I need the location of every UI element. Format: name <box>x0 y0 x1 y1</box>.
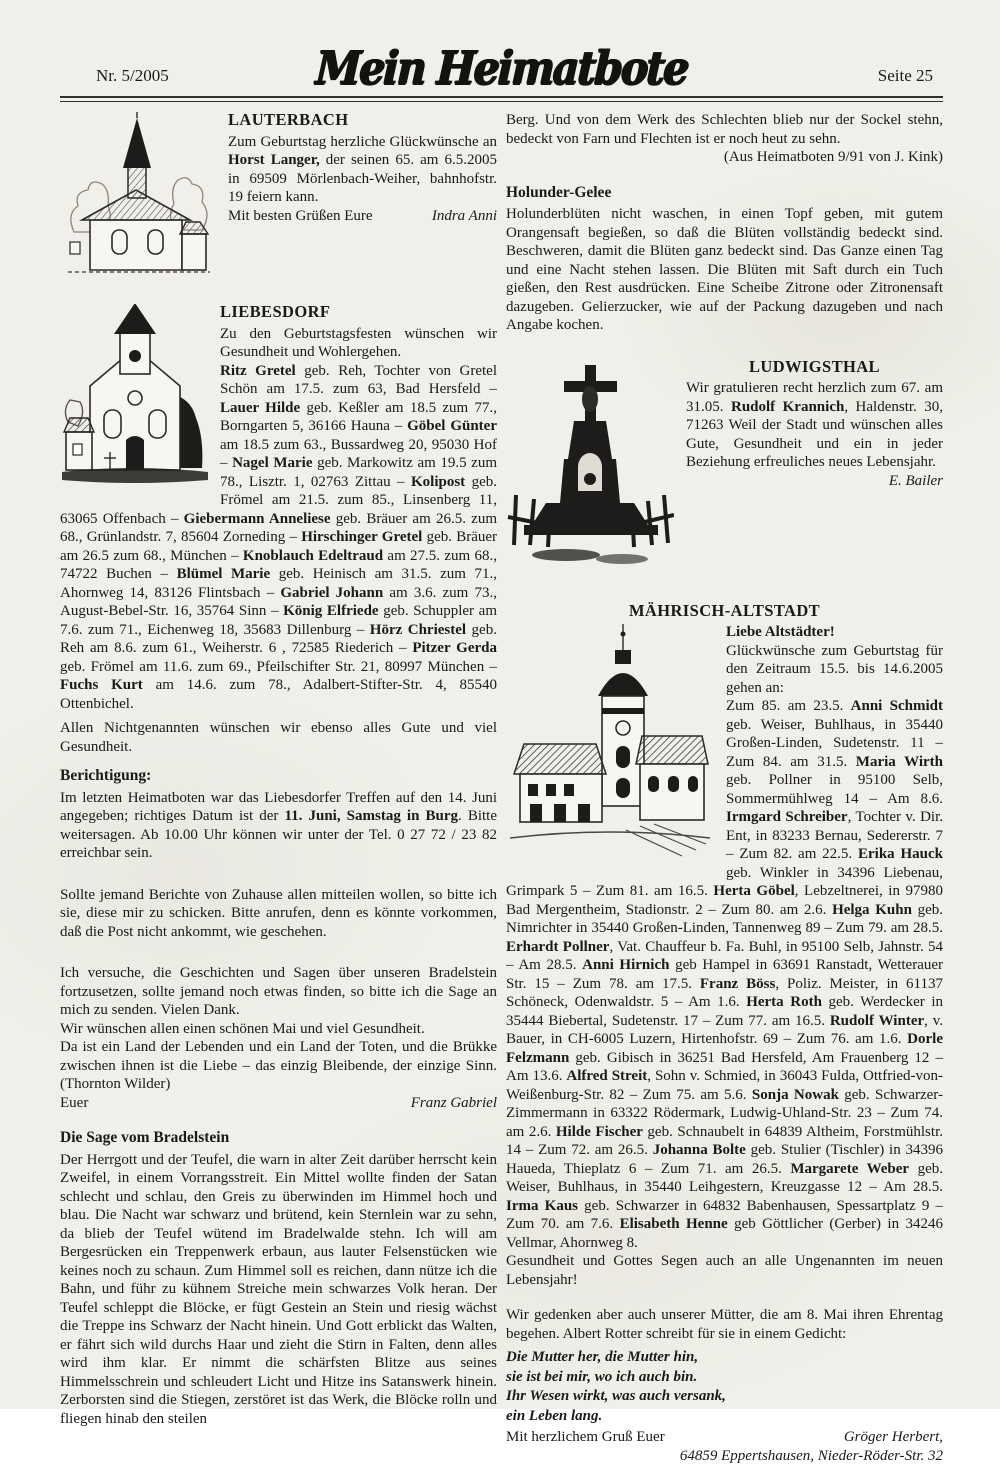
page-number: Seite 25 <box>878 66 933 86</box>
maehrisch-birthday-list: Zum 85. am 23.5. Anni Schmidt geb. Weiser, Buhlhaus, in 35440 Großen-Linden, Sudetenstr. 11 – Zum 84. am 31.5. Maria Wirth geb. Pollner in 95100 Selb, Sommermühlweg 14 – Am 8.6. Irmgard Schreiber, Tochter v. Dir. Ent, in 83233 Bernau, Sedererstr. 7 – Zum 82. am 22.5. Erika Hauck geb. Winkler in 34396 Liebenau, Grimpark 5 – Zum 81. am 16.5. Herta Göbel, Lebzeltnerei, in 97980 Bad Mergentheim, Stadionstr. 2 – Zum 80. am 2.6. Helga Kuhn geb. Nimrichter in 35440 Großen-Linden, Tannenweg 89 – Zum 79. am 28.5. Erhardt Pollner, Vat. Chauffeur b. Fa. Buhl, in 95100 Selb, Jahnstr. 54 – Am 28.5. Anni Hirnich geb Hampel in 63691 Ranstadt, Wetterauer Str. 15 – Zum 78. am 17.5. Franz Böss, Poliz. Meister, in 61137 Schöneck, Odenwaldstr. 5 – Am 1.6. Herta Roth geb. Werdecker in 35444 Biebertal, Sudetenstr. 17 – Zum 77. am 16.5. Rudolf Winter, v. Bauer, in CH-6005 Luzern, Hirtenhofstr. 69 – Zum 76. am 1.6. Dorle Felzmann geb. Gibisch in 36251 Bad Hersfeld, Am Frauenberg 12 – Am 13.6. Alfred Streit, Sohn v. Schmied, in 36043 Fulda, Ottfried-von-Weißenburg-Str. 82 – Zum 75. am 5.6. Sonja Nowak geb. Schwarzer-Zimmermann in 63322 Rödermark, Ludwig-Uhland-Str. 23 – Zum 74. am 2.6. Hilde Fischer geb. Schnaubelt in 64839 Altheim, Forstmühlstr. 14 – Zum 72. am 26.5. Johanna Bolte geb. Stulier (Tischler) in 34396 Haueda, Thieplatz 6 – Zum 71. am 26.5. Margarete Weber geb. Weiser, Buhlhaus, in 35440 Leihgestern, Kreuzgasse 12 – Am 28.5. Irma Kaus geb. Schwarzer in 64832 Babenhausen, Spessartplatz 9 – Zum 70. am 7.6. Elisabeth Henne geb Göttlicher (Gerber) in 34246 Vellmar, Ahornweg 8. <box>506 697 943 1252</box>
masthead-title: Mein Heimatbote <box>59 41 945 95</box>
mothers-day-poem <box>506 1348 943 1426</box>
ludwigsthal-monument-illustration <box>506 359 674 577</box>
liebesdorf-title: LIEBESDORF <box>60 303 497 322</box>
liebesdorf-note-all: Allen Nichtgenannten wünschen wir ebenso alles Gute und viel Gesundheit. <box>60 719 497 756</box>
maehrisch-signature-row <box>506 1428 943 1447</box>
ludwigsthal-title: LUDWIGSTHAL <box>506 358 943 377</box>
liebesdorf-birthday-list: Ritz Gretel geb. Reh, Tochter von Gretel Schön am 17.5. zum 63, Bad Hersfeld – Lauer Hilde geb. Keßler am 18.5 zum 77., Borngarten 5, 36166 Hauna – Göbel Günter am 18.5 zum 63., Bussardweg 20, 95030 Hof – Nagel Marie geb. Markowitz am 19.5 zum 78., Lisztr. 1, 02763 Zittau – Kolipost geb. Frömel am 21.5. zum 85., Linsenberg 11, 63065 Offenbach – Giebermann Anneliese geb. Bräuer am 26.5. zum 68., Grünlandstr. 7, 85604 Zorneding – Hirschinger Gretel geb. Bräuer am 26.5 zum 68., München – Knoblauch Edeltraud am 27.5. zum 68., 74722 Buchen – Blümel Marie geb. Heinisch am 31.5. zum 71., Ahornweg 14, 83126 Flintsbach – Gabriel Johann am 3.6. zum 73., August-Bebel-Str. 16, 35764 Sinn – König Elfriede geb. Schuppler am 7.6. zum 71., Eichenweg 18, 35683 Dillenburg – Hörz Chriestel geb. Reh am 8.6. zum 61., Weiherstr. 6 , 72585 Riederich – Pitzer Gerda geb. Frömel am 11.6. zum 69., Pfeilschifter Str. 21, 80997 München – Fuchs Kurt am 14.6. zum 78., Adalbert-Stifter-Str. 4, 85540 Ottenbichel. <box>60 362 497 714</box>
section-liebesdorf <box>60 303 497 756</box>
right-column <box>506 111 943 1465</box>
holunder-body: Holunderblüten nicht waschen, in einen Topf geben, mit gutem Orangensaft begießen, so daß die Blüten vollständig bedeckt sind. Beschweren, damit die Blüten ganz bedeckt sind. Das Ganze einen Tag und eine Nacht stehen lassen. Die Blüten mit Saft durch ein Tuch gießen, den Rest ausdrücken. Eine Scheibe Zitrone oder Zitronensaft dazugeben. Gelierzucker, wie auf der Packung dazugeben und nach Angabe kochen. <box>506 205 943 335</box>
section-maehrisch-altstadt <box>506 602 943 1465</box>
poem-line: Die Mutter her, die Mutter hin, <box>506 1348 943 1368</box>
lauterbach-signature: Indra Anni <box>432 207 497 226</box>
section-lauterbach <box>60 111 497 286</box>
maehrisch-signature-address: 64859 Eppertshausen, Nieder-Röder-Str. 32 <box>506 1447 943 1465</box>
sage-title: Die Sage vom Bradelstein <box>60 1129 497 1148</box>
left-signature-row <box>60 1094 497 1113</box>
header-rule <box>60 96 943 102</box>
section-berichtigung <box>60 767 497 863</box>
left-signature: Franz Gabriel <box>411 1094 497 1113</box>
maehrisch-title: MÄHRISCH-ALTSTADT <box>506 602 943 621</box>
liebesdorf-intro: Zu den Geburtstagsfesten wünschen wir Gesundheit und Wohlergehen. <box>60 325 497 362</box>
ludwigsthal-signature: E. Bailer <box>506 472 943 491</box>
section-holunder <box>506 184 943 335</box>
paragraph-berichte: Sollte jemand Berichte von Zuhause allen mitteilen wollen, so bitte ich sie, diese mir zu schicken. Bitte anrufen, denn es könnte vorkommen, daß die Post nicht ankommt, wie geschehen. <box>60 886 497 942</box>
section-ludwigsthal <box>506 358 943 579</box>
maehrisch-intro: Glückwünsche zum Geburtstag für den Zeitraum 15.5. bis 14.6.2005 gehen an: <box>506 642 943 698</box>
left-column <box>60 111 497 1465</box>
maehrisch-closing: Mit herzlichem Gruß Euer <box>506 1428 665 1447</box>
maehrisch-signature: Gröger Herbert, <box>844 1428 943 1447</box>
lauterbach-church-illustration <box>60 112 218 284</box>
berg-fortsetzung: Berg. Und von dem Werk des Schlechten blieb nur der Sockel stehn, bedeckt von Farn und Flechten ist er noch heut zu sehn. <box>506 111 943 148</box>
berichtigung-title: Berichtigung: <box>60 767 497 786</box>
sage-body: Der Herrgott und der Teufel, die warn in alter Zeit darüber herrscht kein Zweifel, in einem Vorrangsstreit. Ein Mittel wollte finden der Satan schlecht und schlau, den Greis zu überwinden im Himmel hoch und blau. Die Nacht war schwarz und brütend, kein Sternlein war zu sehn, da blieb der Teufel wütend im Bradelwalde stehn. Ich will am Bergesrücken ein Treppenwerk erbaun, aus lauter Felsenstücken wie keines noch zu schaun. Zum Himmel soll es reichen, dann nütze ich die Bahn, und führ zu kühnem Streiche mein schwarzes Volk heran. Der Teufel schleppt die Blöcke, er fügt Gestein an Stein und riesig wächst die Treppe ins Schwarz der Nacht hinein. Und Gott erblickt das Walten, er fährt sich wild durchs Haar und zieht die Stirn in Falten, denn alles wird ihm klar. Er nimmt die schärfsten Blitze aus seines Himmelsschrein und schleudert Licht und Hitze ins Satanswerk hinein. Zerborsten sind die Stiegen, zerstöret ist das Werk, die Blöcke rolln und fliegen hinab den steilen <box>60 1151 497 1429</box>
maehrisch-blessing: Gesundheit und Gottes Segen auch an alle Ungenannten im neuen Lebensjahr! <box>506 1252 943 1289</box>
maehrisch-muetter: Wir gedenken aber auch unserer Mütter, die am 8. Mai ihren Ehrentag begehen. Albert Rotter schreibt für sie in einem Gedicht: <box>506 1306 943 1343</box>
liebesdorf-church-illustration <box>60 304 210 494</box>
section-sage <box>60 1129 497 1428</box>
berichtigung-body: Im letzten Heimatboten war das Liebesdorfer Treffen auf den 14. Juni angegeben; richtiges Datum ist der 11. Juni, Samstag in Burg. Bitte weitersagen. Ab 10.00 Uhr können wir unter der Tel. 0 27 72 / 23 82 erreichbar sein. <box>60 789 497 863</box>
poem-line: sie ist bei mir, wo ich auch bin. <box>506 1368 943 1388</box>
paragraph-zitat: Da ist ein Land der Lebenden und ein Land der Toten, und die Brükke zwischen ihnen ist die Liebe – das einzig Bleibende, der einzige Sinn. (Thornton Wilder) <box>60 1038 497 1094</box>
paragraph-mai: Wir wünschen allen einen schönen Mai und viel Gesundheit. <box>60 1020 497 1039</box>
lauterbach-title: LAUTERBACH <box>60 111 497 130</box>
ludwigsthal-body: Wir gratulieren recht herzlich zum 67. am 31.05. Rudolf Krannich, Haldenstr. 30, 71263 Weil der Stadt und wünschen alles Gute, Gesundheit und ein in jeder Beziehung erfreuliches neues Lebensjahr. <box>506 379 943 472</box>
lauterbach-body: Zum Geburtstag herzliche Glückwünsche an Horst Langer, der seinen 65. am 6.5.2005 in 69509 Mörlenbach-Weiher, bahnhofstr. 19 feiern kann. <box>60 133 497 207</box>
poem-line: ein Leben lang. <box>506 1407 943 1427</box>
two-column-layout <box>60 111 943 1465</box>
maehrisch-salutation: Liebe Altstädter! <box>506 623 943 642</box>
page-header <box>60 30 943 92</box>
maehrisch-church-illustration <box>506 624 714 876</box>
holunder-title: Holunder-Gelee <box>506 184 943 203</box>
lauterbach-closing: Mit besten Grüßen Eure <box>228 207 373 226</box>
issue-number: Nr. 5/2005 <box>96 66 169 86</box>
lauterbach-signature-row <box>228 207 497 226</box>
quelle-hinweis: (Aus Heimatboten 9/91 von J. Kink) <box>506 148 943 167</box>
poem-line: Ihr Wesen wirkt, was auch versank, <box>506 1387 943 1407</box>
left-closing: Euer <box>60 1094 88 1113</box>
paragraph-sagen: Ich versuche, die Geschichten und Sagen über unseren Bradelstein fortzusetzen, sollte jemand noch etwas finden, so bitte ich die Sage an mich zu senden. Vielen Dank. <box>60 964 497 1020</box>
